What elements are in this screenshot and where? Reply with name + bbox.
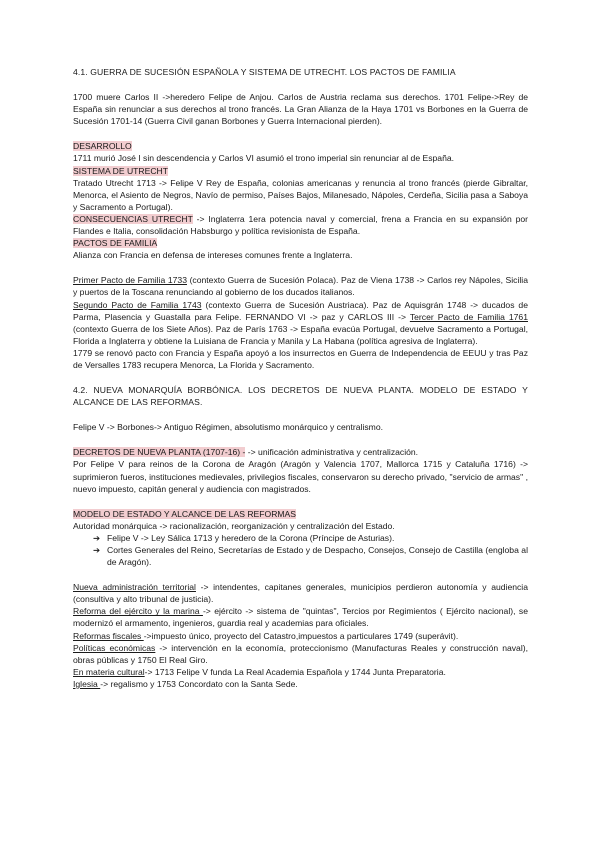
section-1-title: 4.1. GUERRA DE SUCESIÓN ESPAÑOLA Y SISTEMA DE UTRECHT. LOS PACTOS DE FAMILIA — [73, 67, 456, 77]
section-1-intro: 1700 muere Carlos II ->heredero Felipe de Anjou. Carlos de Austria reclama sus derechos. 1701 Felipe->Rey de España sin renunciar a sus derechos al trono francés. La Gran Alianza de la Haya 1701 vs Borbones en la Guerra de Sucesión 1701-14 (Guerra Civil ganan Borbones y Guerra Internacional pierden). — [73, 92, 528, 127]
reform-fiscales — [73, 630, 528, 642]
pacto-1-text: (contexto Guerra de Sucesión Polaca). Paz de Viena 1738 -> Carlos rey Nápoles, Sicilia y puertos de la Toscana renunciando al gobierno de los ducados italianos. — [73, 275, 528, 298]
decretos-heading — [73, 446, 528, 458]
reform-text: -> 1713 Felipe V funda La Real Academia Española y 1744 Junta Preparatoria. — [144, 666, 446, 677]
sistema-label: SISTEMA DE UTRECHT — [73, 165, 169, 176]
consecuencias-text: -> Inglaterra 1era potencia naval y comercial, frena a Francia en su expansión por Flandes e Italia, consolidación Habsburgo y política revisionista de España. — [73, 213, 529, 237]
modelo-text: Autoridad monárquica -> racionalización, reorganización y centralización del Estado. — [73, 520, 395, 531]
pactos-heading — [73, 237, 528, 249]
pacto-2-paragraph — [73, 299, 528, 347]
arrow-icon: ➔ — [93, 545, 101, 555]
arrow-icon: ➔ — [93, 532, 101, 543]
reform-iglesia — [73, 678, 528, 690]
pacto-1-paragraph — [73, 274, 528, 298]
reform-administracion — [73, 581, 528, 605]
pacto-3-text: (contexto Guerra de los Siete Años). Paz de París 1763 -> España evacúa Portugal, devuelve Sacramento a Portugal, Florida a Inglaterra y obtiene la Luisiana de Francia y Manila y La Habana (política agresiva de Inglaterra). — [73, 323, 528, 346]
reform-ejercito — [73, 605, 528, 629]
reform-label: Nueva administración territorial — [73, 582, 196, 593]
reform-cultural — [73, 666, 528, 678]
reform-text: ->impuesto único, proyecto del Catastro,impuestos a particulares 1749 (superávit). — [143, 630, 459, 641]
reform-label: Políticas económicas — [73, 642, 156, 653]
pactos-label: PACTOS DE FAMILIA — [73, 238, 158, 249]
reform-label: En materia cultural — [73, 666, 145, 677]
list-item — [93, 532, 528, 544]
decretos-text: -> unificación administrativa y centralización. — [245, 447, 419, 458]
section-2-title: 4.2. NUEVA MONARQUÍA BORBÓNICA. LOS DECRETOS DE NUEVA PLANTA. MODELO DE ESTADO Y ALCANCE DE LAS REFORMAS. — [73, 385, 528, 408]
reform-text: -> intendentes, capitanes generales, municipios perdieron autonomía y audiencia (consultiva y alto tribunal de justicia). — [73, 582, 528, 605]
modelo-heading — [73, 508, 528, 520]
modelo-bullet-list — [73, 532, 528, 568]
pacto-2-text: (contexto Guerra de Sucesión Austriaca). Paz de Aquisgrán 1748 -> ducados de Parma, Plasencia y Guastalla para Felipe. FERNANDO VI -> paz y CARLOS III -> — [73, 299, 528, 322]
list-item — [93, 544, 528, 568]
pacto-2-label: Segundo Pacto de Familia 1743 — [73, 299, 202, 310]
section-1-closing: 1779 se renovó pacto con Francia y España apoyó a los insurrectos en Guerra de Independencia de EEUU y tras Paz de Versalles 1783 recupera Menorca, La Florida y Sacramento. — [73, 347, 528, 370]
pacto-3-label: Tercer Pacto de Familia 1761 — [409, 311, 528, 322]
reform-text: -> ejército -> sistema de "quintas", Tercios por Regimientos ( Ejército nacional), se modernizó el armamento, ingenieros, guardia real y academias para oficiales. — [73, 606, 528, 629]
bullet-text: Cortes Generales del Reino, Secretarías de Estado y de Despacho, Consejos, Consejo de Castilla (engloba al de Aragón). — [107, 545, 528, 568]
section-2-intro: Felipe V -> Borbones-> Antiguo Régimen, absolutismo monárquico y centralismo. — [73, 422, 384, 433]
bullet-text: Felipe V -> Ley Sálica 1713 y heredero de la Corona (Príncipe de Asturias). — [107, 532, 395, 543]
desarrollo-heading — [73, 140, 528, 152]
modelo-label: MODELO DE ESTADO Y ALCANCE DE LAS REFORMAS — [73, 508, 297, 519]
reform-label: Reforma del ejército y la marina — [73, 606, 203, 617]
pacto-1-label: Primer Pacto de Familia 1733 — [73, 275, 187, 286]
sistema-heading — [73, 165, 528, 177]
sistema-text: Tratado Utrecht 1713 -> Felipe V Rey de España, colonias americanas y renuncia al trono francés (pierde Gibraltar, Menorca, el Asiento de Negros, Navío de permiso, Países Bajos, Milanesado, Nápoles, Cerdeña, Sicilia pasa a Saboya y Sacramento a Portugal). — [73, 177, 528, 212]
pactos-text: Alianza con Francia en defensa de intereses comunes frente a Inglaterra. — [73, 250, 353, 261]
reform-label: Reformas fiscales — [73, 630, 144, 641]
decretos-body: Por Felipe V para reinos de la Corona de Aragón (Aragón y Valencia 1707, Mallorca 1715 y Cataluña 1716) -> suprimieron fueros, instituciones medievales, privilegios fiscales, conservaron su derecho privado, "servicio de armas" , nuevo impuesto, capitán general y audiencia con magistrados. — [73, 459, 528, 494]
desarrollo-label: DESARROLLO — [73, 141, 132, 152]
consecuencias-paragraph — [73, 213, 528, 237]
consecuencias-label: CONSECUENCIAS UTRECHT — [73, 213, 193, 224]
decretos-label: DECRETOS DE NUEVA PLANTA (1707-16) - — [73, 447, 246, 458]
reform-economicas — [73, 642, 528, 666]
reform-text: -> regalismo y 1753 Concordato con la Santa Sede. — [100, 678, 298, 689]
reform-label: Iglesia — [73, 678, 101, 689]
desarrollo-text: 1711 murió José I sin descendencia y Carlos VI asumió el trono imperial sin renunciar al de España. — [73, 153, 455, 164]
reform-text: -> intervención en la economía, proteccionismo (Manufacturas Reales y construcción naval), obras públicas y 1750 El Real Giro. — [73, 642, 528, 665]
document-body — [73, 66, 528, 690]
